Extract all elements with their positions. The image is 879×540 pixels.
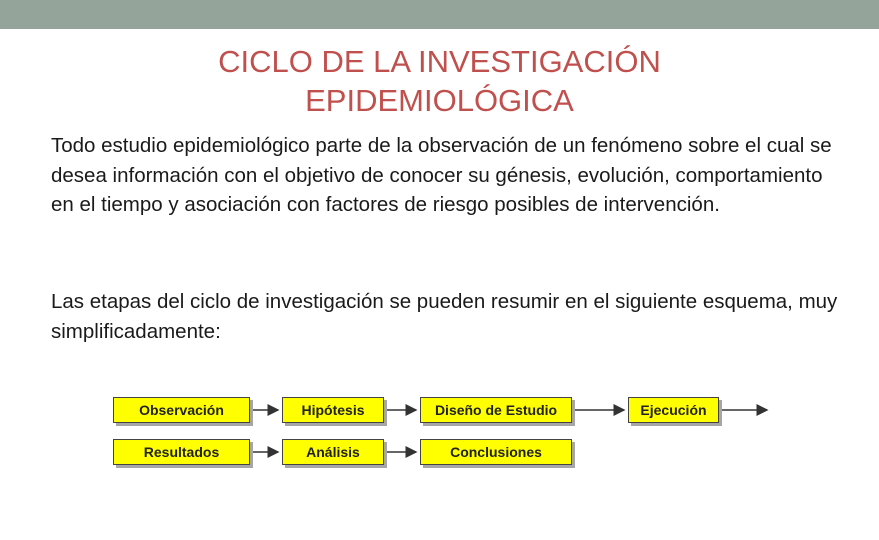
title-line-2: EPIDEMIOLÓGICA (305, 83, 574, 118)
title-line-1: CICLO DE LA INVESTIGACIÓN (218, 44, 661, 79)
box-ejecucion: Ejecución (628, 397, 719, 423)
stages-paragraph: Las etapas del ciclo de investigación se pueden resumir en el siguiente esquema, muy simplificadamente: (51, 290, 838, 343)
box-conclusiones: Conclusiones (420, 439, 572, 465)
box-observacion: Observación (113, 397, 250, 423)
intro-paragraph: Todo estudio epidemiológico parte de la observación de un fenómeno sobre el cual se desea información con el objetivo de conocer su génesis, evolución, comportamiento en el tiempo y asociación con factores de riesgo posibles de intervención. (51, 134, 832, 216)
box-hipotesis: Hipótesis (282, 397, 384, 423)
box-diseno-de-estudio: Diseño de Estudio (420, 397, 572, 423)
box-analisis: Análisis (282, 439, 384, 465)
box-resultados: Resultados (113, 439, 250, 465)
